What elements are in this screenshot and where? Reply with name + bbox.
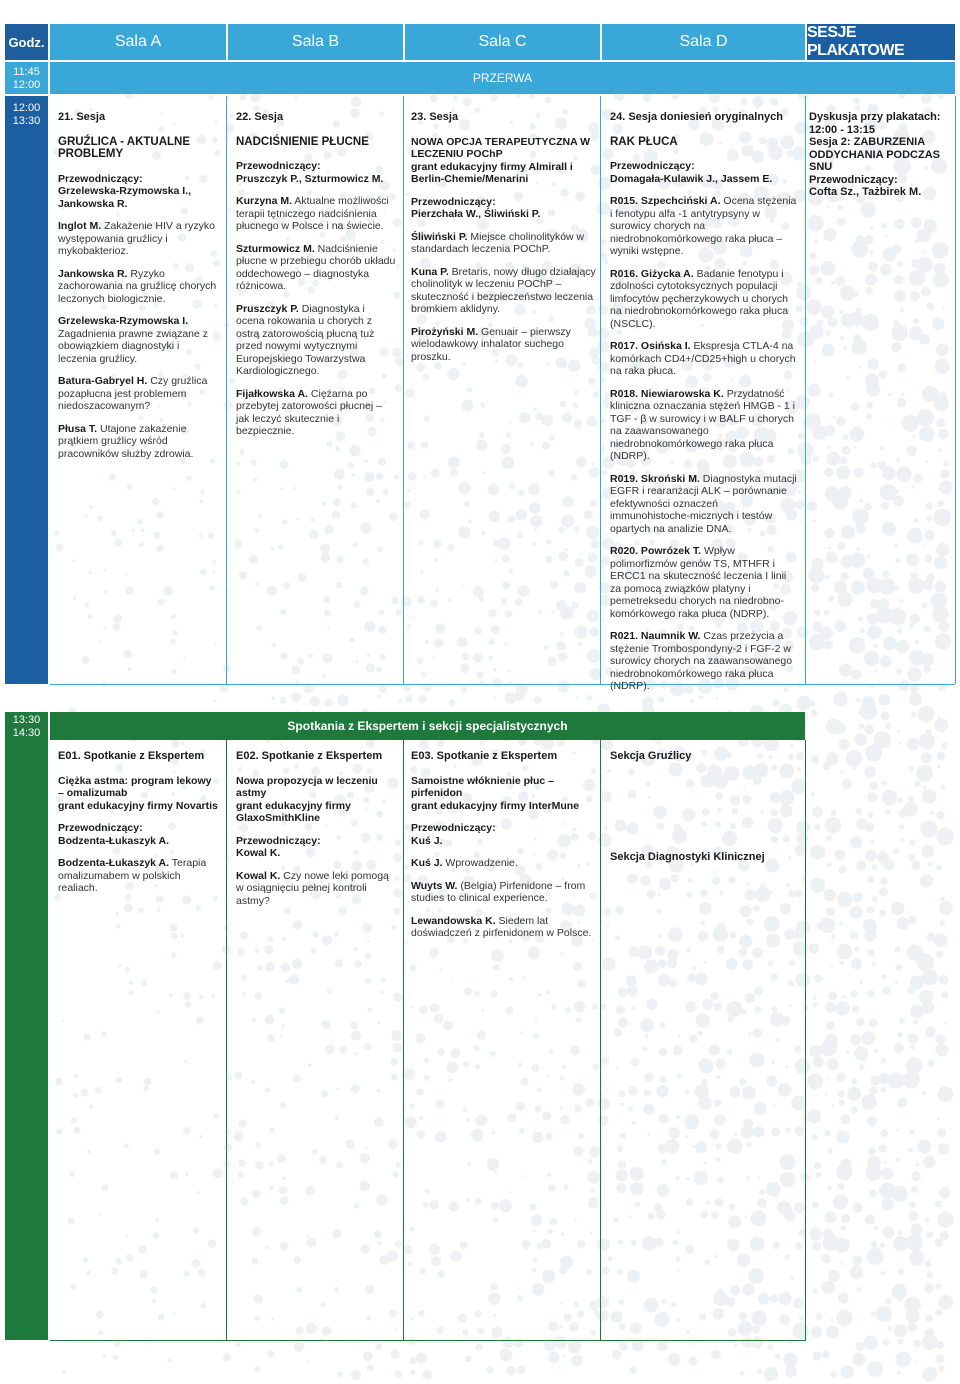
talk-item [411, 880, 596, 905]
talk-item [236, 195, 396, 233]
talk-title: Ciężarna po przebytej zatorowości płucnej – jak leczyć skutecznie i bezpiecznie. [236, 387, 382, 437]
session-number: 21. Sesja [58, 111, 106, 123]
session-22 [236, 111, 396, 448]
column-divider [226, 740, 227, 1340]
session-title: GRUŹLICA - AKTUALNE PROBLEMY [58, 135, 191, 160]
expert-head: E03. Spotkanie z Ekspertem [411, 750, 558, 762]
talk-author: Inglot M. [58, 220, 102, 232]
talk-author: R018. Niewiarowska K. [610, 387, 724, 400]
talk-item [236, 303, 396, 378]
chair-names: Pierzchała W., Śliwiński P. [411, 208, 541, 220]
talk-author: Płusa T. [58, 422, 98, 435]
talk-title: Czy gruźlica pozapłucna jest problemem niedoszacowanym? [58, 375, 208, 412]
talk-author: Pruszczyk P. [236, 302, 299, 315]
talk-author: Jankowska R. [58, 267, 128, 280]
column-divider [805, 740, 806, 1340]
time-end: 12:00 [12, 79, 41, 91]
column-divider [600, 740, 601, 1340]
talk-title: Genuair – pierwszy wielodawkowy inhalator suchego proszku. [411, 325, 571, 363]
talk-item [58, 375, 220, 413]
header-sala-c: Sala C [405, 24, 600, 60]
talk-item [411, 857, 596, 870]
talk-author: Kurzyna M. [236, 195, 293, 207]
expert-e01 [58, 750, 220, 905]
chair-label: Przewodniczący: [411, 822, 496, 834]
talk-item [58, 315, 220, 365]
time-slot-sessions [5, 96, 48, 684]
talk-item [58, 423, 220, 461]
expert-grant: grant edukacyjny firmy Novartis [58, 799, 218, 812]
chair-names: Domagała-Kulawik J., Jassem E. [610, 172, 773, 185]
poster-session-name: Sesja 2: ZABURZENIA ODDYCHANIA PODCZAS SNU [809, 136, 940, 173]
talk-title: Przydatność kliniczna oznaczania stężeń HMGB - 1 i TGF - β w surowicy i w BALF u chorych na zaawansowanego niedrobnokomórkowego raka płuca (NDRP). [610, 387, 795, 462]
talk-item [411, 326, 596, 364]
column-divider [403, 96, 404, 684]
talk-item [236, 243, 396, 293]
session-23 [411, 111, 596, 373]
expert-head: E01. Spotkanie z Ekspertem [58, 750, 205, 762]
talk-title: Ocena stężenia i fenotypu alfa -1 antytrypsyny w surowicy chorych na niedrobnokomórkowego raka płuca – wyniki wstępne. [610, 195, 797, 257]
talk-item [610, 473, 798, 536]
column-divider [955, 96, 956, 684]
talk-author: Śliwiński P. [411, 230, 468, 243]
talk-title: Aktualne możliwości terapii tętniczego nadciśnienia płucnego w Polsce i na świecie. [236, 195, 389, 232]
time-start: 12:00 [12, 102, 41, 114]
sections [610, 851, 798, 864]
talk-item [610, 545, 798, 620]
talk-title: Utajone zakażenie prątkiem gruźlicy wśród pracowników służby zdrowia. [58, 422, 194, 460]
talk-author: R019. Skroński M. [610, 472, 700, 485]
talk-item [58, 220, 220, 258]
chair-names: Kowal K. [236, 847, 281, 859]
session-number: 23. Sesja [411, 111, 459, 123]
section-gruzlicy: Sekcja Gruźlicy [610, 750, 692, 762]
talk-item [610, 630, 798, 693]
expert-e03 [411, 750, 596, 950]
header-sesje-plakatowe: SESJE PLAKATOWE [807, 24, 955, 60]
poster-time: 12:00 - 13:15 [809, 123, 876, 136]
chair-label: Przewodniczący: [236, 160, 321, 172]
talk-item [610, 195, 798, 258]
talk-title: Czas przeżycia a stężenie Trombospondyny-2 i FGF-2 w surowicy chorych na zaawansowanego niedrobnokomórkowego raka płuca (NDRP). [610, 630, 793, 692]
row-divider [50, 1340, 806, 1341]
time-end: 13:30 [12, 115, 41, 127]
talk-item [236, 870, 396, 908]
time-start: 13:30 [12, 714, 41, 726]
talk-item [58, 268, 220, 306]
chair-names: Grzelewska-Rzymowska I., Jankowska R. [58, 185, 192, 210]
talk-author: Bodzenta-Łukaszyk A. [58, 857, 170, 869]
talk-title: Ekspresja CTLA-4 na komórkach CD4+/CD25+high u chorych na raka płuca. [610, 340, 796, 377]
talk-title: Zagadnienia prawne związane z obowiązkiem diagnostyki i leczenia gruźlicy. [58, 327, 209, 365]
sections [610, 750, 798, 763]
session-number: 24. Sesja doniesień oryginalnych [610, 111, 784, 123]
time-slot-experts [5, 712, 48, 740]
chair-label: Przewodniczący: [58, 172, 143, 185]
talk-title: Czy nowe leki pomogą w osiągnięciu pełnej kontroli astmy? [236, 869, 389, 907]
header-sala-d: Sala D [602, 24, 805, 60]
talk-author: Kuś J. [411, 857, 443, 869]
chair-label: Przewodniczący: [610, 160, 695, 172]
talk-title: Wpływ polimorfizmów genów TS, MTHFR i ERCC1 na skuteczność leczenia I linii za pomocą związków platyny i pemetreksedu chorych na niedrobno-komórkowego raka płuca (NDRP). [610, 545, 787, 620]
talk-author: Batura-Gabryel H. [58, 375, 148, 387]
talk-item [411, 915, 596, 940]
session-grant: grant edukacyjny firmy Almirall i Berlin-Chemie/Menarini [411, 160, 573, 185]
time-end: 14:30 [12, 727, 41, 739]
expert-grant: grant edukacyjny firmy InterMune [411, 799, 580, 812]
section-diagnostyki: Sekcja Diagnostyki Klinicznej [610, 851, 765, 863]
expert-grant: grant edukacyjny firmy GlaxoSmithKline [236, 799, 351, 824]
column-divider [805, 96, 806, 684]
session-title: NOWA OPCJA TERAPEUTYCZNA W LECZENIU POChP [411, 135, 591, 160]
talk-author: R020. Powrózek T. [610, 545, 702, 557]
chair-label: Przewodniczący: [411, 195, 496, 208]
talk-item [610, 388, 798, 463]
talk-author: Wuyts W. [411, 879, 458, 892]
time-slot-experts-bar [5, 740, 48, 1340]
header-sala-b: Sala B [228, 24, 403, 60]
talk-title: Miejsce cholinolityków w standardach leczenia POChP. [411, 230, 585, 255]
talk-author: Grzelewska-Rzymowska I. [58, 315, 189, 327]
chair-names: Cofta Sz., Tażbirek M. [809, 186, 922, 198]
row-divider [50, 684, 955, 685]
session-24 [610, 111, 798, 703]
chair-names: Pruszczyk P., Szturmowicz M. [236, 172, 384, 185]
expert-title: Samoistne włóknienie płuc – pirfenidon [411, 774, 554, 799]
talk-author: Lewandowska K. [411, 914, 496, 927]
talk-author: Pirożyński M. [411, 325, 479, 338]
talk-author: R017. Osińska I. [610, 340, 691, 352]
experts-banner: Spotkania z Ekspertem i sekcji specjalistycznych [50, 712, 805, 740]
expert-head: E02. Spotkanie z Ekspertem [236, 750, 383, 762]
expert-e02 [236, 750, 396, 917]
talk-title: Diagnostyka mutacji EGFR i rearanżacji ALK – porównanie efektywności oznaczeń immunohistoche-micznych i testów opartych na analizie DNA. [610, 472, 797, 535]
talk-author: Szturmowicz M. [236, 242, 315, 255]
talk-author: Fijałkowska A. [236, 387, 308, 400]
talk-item [58, 857, 220, 895]
talk-title: Bretaris, nowy długo działający cholinolityk w leczeniu POChP – skuteczność i bezpieczeństwo leczenia bromkiem aklidyny. [411, 265, 596, 315]
talk-author: R021. Naumnik W. [610, 630, 701, 642]
chair-label: Przewodniczący: [236, 834, 321, 847]
session-title: NADCIŚNIENIE PŁUCNE [236, 135, 369, 148]
time-slot-break [5, 62, 48, 94]
poster-session [809, 111, 955, 199]
session-title: RAK PŁUCA [610, 135, 678, 148]
chair-label: Przewodniczący: [58, 822, 143, 834]
chair-names: Bodzenta-Łukaszyk A. [58, 834, 170, 847]
break-banner: PRZERWA [50, 62, 955, 94]
session-21 [58, 111, 220, 470]
chair-names: Kuś J. [411, 834, 443, 847]
session-number: 22. Sesja [236, 111, 284, 123]
talk-title: Ryzyko zachorowania na gruźlicę chorych leczonych biologicznie. [58, 267, 217, 305]
talk-title: Badanie fenotypu i zdolności cytotoksycznych populacji limfocytów pęcherzykowych u chorych na niedrobnokomórkowego raka płuca (NSCLC). [610, 267, 789, 330]
talk-author: R015. Szpechciński A. [610, 195, 721, 207]
talk-item [411, 231, 596, 256]
talk-author: Kuna P. [411, 265, 449, 278]
poster-title: Dyskusja przy plakatach: [809, 111, 941, 123]
talk-item [236, 388, 396, 438]
talk-item [610, 340, 798, 378]
talk-title: Zakażenie HIV a ryzyko występowania gruźlicy i mykobakterioz. [58, 220, 215, 257]
column-divider [226, 96, 227, 684]
talk-title: (Belgia) Pirfenidone – from studies to clinical experience. [411, 879, 586, 904]
talk-title: Nadciśnienie płucne w przebiegu chorób układu oddechowego – diagnostyka różnicowa. [236, 242, 396, 292]
header-sala-a: Sala A [50, 24, 226, 60]
chair-label: Przewodniczący: [809, 173, 898, 186]
expert-title: Ciężka astma: program lekowy – omalizumab [58, 774, 212, 799]
talk-title: Siedem lat doświadczeń z pirfenidonem w Polsce. [411, 914, 592, 939]
talk-item [610, 268, 798, 331]
talk-author: Kowal K. [236, 869, 281, 882]
talk-author: R016. Giżycka A. [610, 267, 694, 280]
header-godz: Godz. [5, 24, 48, 60]
talk-title: Wprowadzenie. [442, 857, 518, 869]
talk-title: Terapia omalizumabem w polskich realiach. [58, 857, 207, 894]
time-start: 11:45 [13, 66, 40, 78]
talk-title: Diagnostyka i ocena rokowania u chorych z ostrą zatorowością płucną tuż przed nowymi wytycznymi Europejskiego Towarzystwa Kardiologicznego. [236, 302, 375, 377]
column-divider [403, 740, 404, 1340]
column-divider [600, 96, 601, 684]
expert-title: Nowa propozycja w leczeniu astmy [236, 774, 378, 799]
talk-item [411, 266, 596, 316]
